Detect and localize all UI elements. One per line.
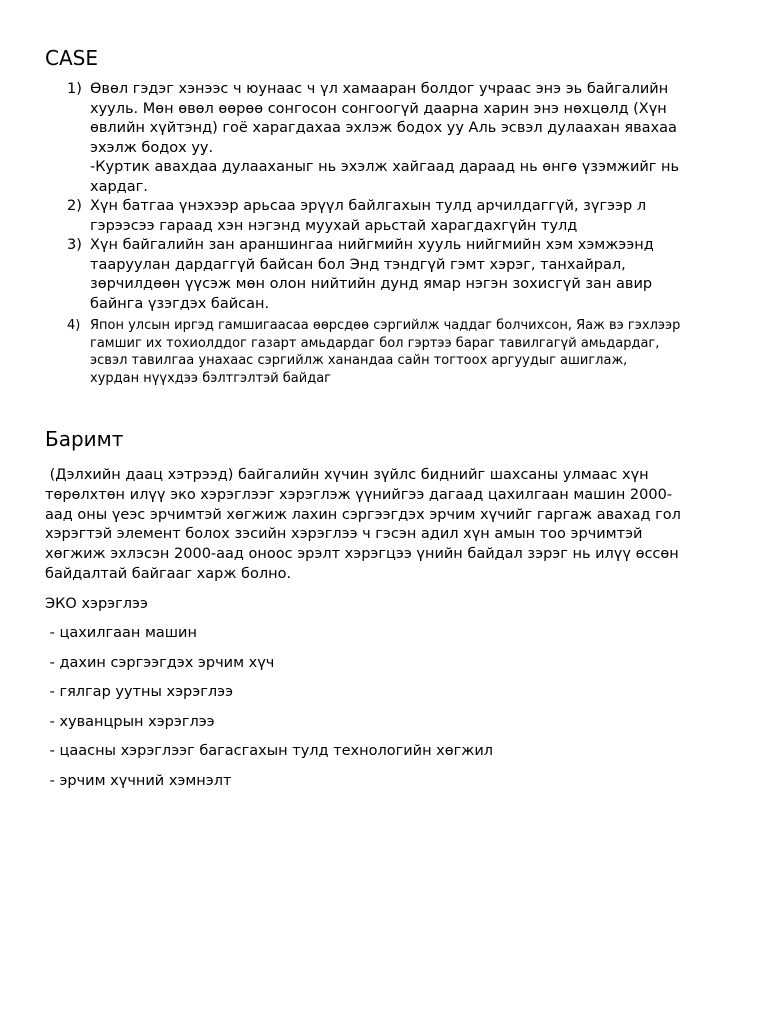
case-item-line: байнга үзэгдэх байсан. <box>90 295 270 312</box>
case-item-line: эхэлж бодох уу. <box>90 139 214 156</box>
eco-list-item: - цахилгаан машин <box>45 625 197 641</box>
case-list <box>45 80 722 387</box>
case-item-line: гамшиг их тохиолддог газарт амьдардаг бол гэртээ бараг тавилгагүй амьдардаг, <box>90 335 660 351</box>
eco-list-item: - эрчим хүчний хэмнэлт <box>45 772 232 789</box>
case-item-line: Хүн батгаа үнэхээр арьсаа эрүүл байлгахын тулд арчилдаггүй, зүгээр л <box>90 198 647 214</box>
case-item-line-part: эсвэл тавилгаа унахаас сэргийлж хананд <box>90 353 378 368</box>
case-item-3 <box>45 236 722 314</box>
case-item-line: гэрээсээ гараад хэн нэгэнд муухай арьстай харагдахгүйн тулд <box>90 217 578 234</box>
case-item-1 <box>45 80 722 197</box>
paragraph-line: аад оны үеэс эрчимтэй хөгжиж лахин сэргээгдэх эрчим хүчийг гаргаж авахад гол <box>45 506 681 523</box>
eco-list-item: - гялгар уутны хэрэглээ <box>45 684 234 700</box>
eco-list-item: - дахин сэргээгдэх эрчим хүч <box>45 654 275 671</box>
case-item-number: 2) <box>67 198 82 214</box>
case-item-number: 1) <box>67 81 82 97</box>
case-item-line-part: аа сайн тогтоох аргуудыг ашиглаж, <box>377 353 628 368</box>
case-item-line: Өвөл гэдэг хэнээс ч юунаас ч үл хамааран болдог учраас энэ эь байгалийн <box>90 81 669 97</box>
case-item-line: -Куртик авахдаа дулааханыг нь эхэлж хайгаад дараад нь өнгө үзэмжийг нь <box>90 159 680 175</box>
case-item-line <box>90 352 722 370</box>
case-item-4 <box>45 317 722 387</box>
case-item-line: Япон улсын иргэд гамшигаасаа өөрсдөө сэргийлж чаддаг болчихсон, Яаж вэ гэхлээр <box>90 318 681 333</box>
case-item-line: хурдан нүүхдээ бэлтгэлтэй байдаг <box>90 370 332 386</box>
paragraph-line: (Дэлхийн даац хэтрээд) байгалийн хүчин зүйлс биднийг шахсаны улмаас хүн <box>45 467 649 483</box>
case-item-number: 4) <box>67 318 81 333</box>
eco-list <box>45 624 722 791</box>
case-item-line: тааруулан дардаггүй байсан бол Энд тэндгүй гэмт хэрэг, танхайрал, <box>90 256 626 273</box>
eco-heading: ЭКО хэрэглээ <box>45 595 148 612</box>
case-item-line: хууль. Мөн өвөл өөрөө сонгосон сонгоогүй даарна харин энэ нөхцөлд (Хүн <box>90 100 667 117</box>
case-item-line: хардаг. <box>90 178 148 195</box>
paragraph-line: байдалтай байгааг харж болно. <box>45 565 292 582</box>
case-heading: CASE <box>45 46 98 70</box>
case-item-line: зөрчилдөөн үүсэж мөн олон нийтийн дунд ямар нэгэн зохисгүй зан авир <box>90 276 653 292</box>
case-item-number: 3) <box>67 237 82 253</box>
case-item-line: Хүн байгалийн зан араншингаа нийгмийн хууль нийгмийн хэм хэмжээнд <box>90 237 654 253</box>
eco-list-item: - цаасны хэрэглээг багасгахын тулд технологийн хөгжил <box>45 743 494 759</box>
paragraph-line: хэрэгтэй элемент болох зэсийн хэрэглээ ч гэсэн адил хүн амын тоо эрчимтэй <box>45 526 643 543</box>
eco-list-item: - хуванцрын хэрэглээ <box>45 713 215 730</box>
case-item-line: өвлийн хүйтэнд) гоё харагдахаа эхлэж бодох уу Аль эсвэл дулаахан явахаа <box>90 120 677 136</box>
paragraph-line: хөгжиж эхлэсэн 2000-аад оноос эрэлт хэрэгцээ үнийн байдал зэрэг нь илүү өссөн <box>45 546 679 562</box>
evidence-heading: Баримт <box>45 427 124 451</box>
case-item-2 <box>45 197 722 236</box>
evidence-paragraph <box>45 466 722 585</box>
paragraph-line: төрөлхтөн илүү эко хэрэглээг хэрэглэж үүнийгээ дагаад цахилгаан машин 2000- <box>45 486 673 503</box>
